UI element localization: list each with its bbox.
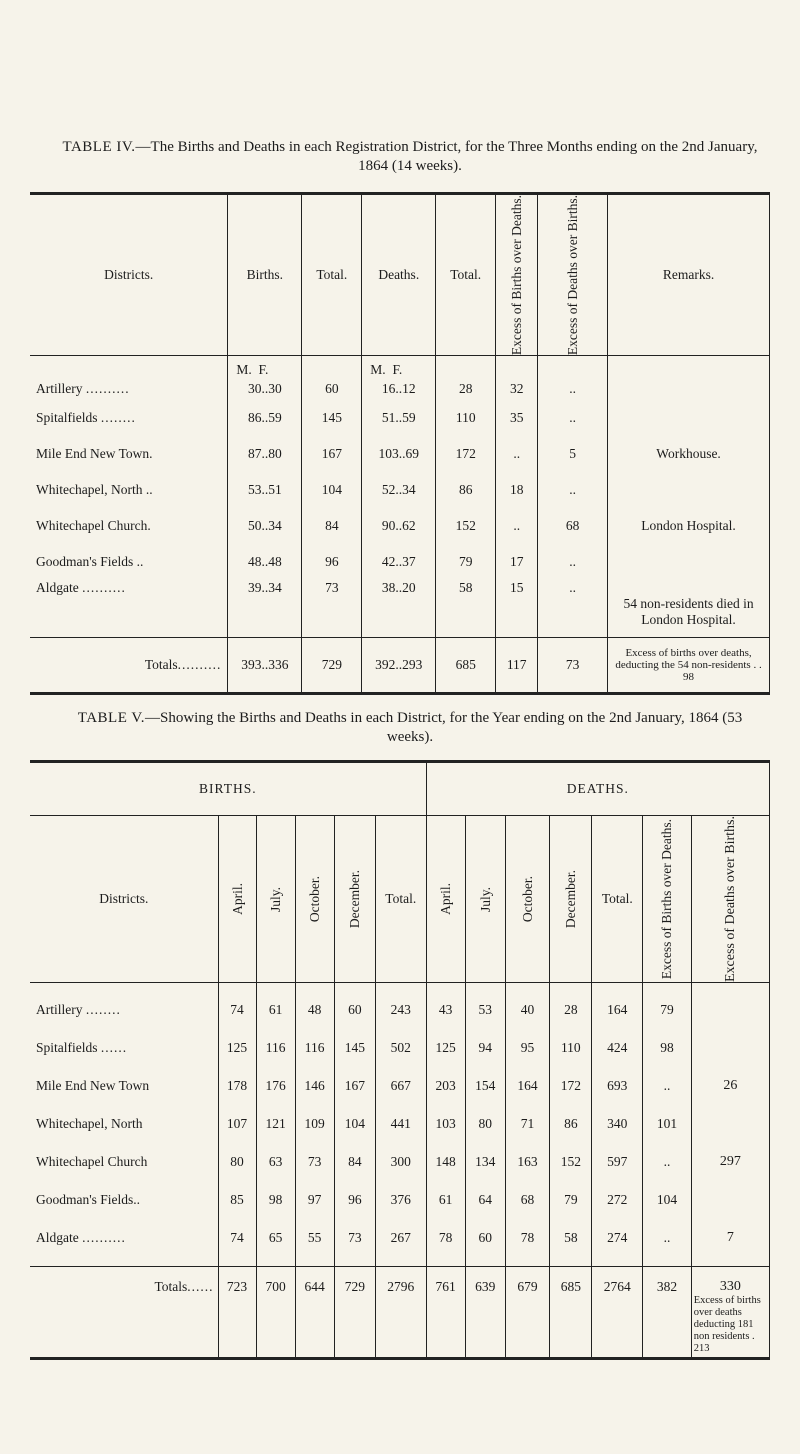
excess-births-cell: .. (496, 508, 538, 544)
deaths-april-cell: 61 (426, 1181, 465, 1219)
deaths-cell: 16..12 (362, 378, 436, 400)
deaths-cell: 38..20 (362, 580, 436, 630)
deaths-october-cell: 71 (505, 1105, 549, 1143)
births-october-cell: 146 (295, 1067, 334, 1105)
excess-deaths-cell: .. (538, 472, 608, 508)
excess-deaths-cell (691, 991, 769, 1029)
excess-births-cell: .. (496, 436, 538, 472)
district-name (30, 544, 228, 580)
district-name (30, 991, 218, 1029)
header-births: Births. (228, 194, 302, 356)
totals-deaths-july: 639 (465, 1267, 505, 1359)
header-districts: Districts. (99, 891, 149, 907)
births-april-cell: 74 (218, 991, 256, 1029)
deaths-july-cell: 154 (465, 1067, 505, 1105)
excess-births-cell: 101 (643, 1105, 692, 1143)
table-row (30, 378, 770, 400)
deaths-cell: 90..62 (362, 508, 436, 544)
table-row (30, 1181, 770, 1219)
deaths-december-cell: 152 (550, 1143, 592, 1181)
header-total-deaths: Total. (436, 194, 496, 356)
remark-cell (608, 378, 770, 400)
excess-deaths-cell: .. (538, 580, 608, 630)
table5-title: —Showing the Births and Deaths in each District, for the Year ending on the 2nd January, 1864 (53 weeks). (145, 710, 743, 745)
excess-deaths-cell: 297 (691, 1143, 769, 1181)
deaths-july-cell: 94 (465, 1029, 505, 1067)
remark-cell: London Hospital. (608, 508, 770, 544)
table-row (30, 436, 770, 472)
excess-births-cell: 17 (496, 544, 538, 580)
excess-deaths-cell (691, 1181, 769, 1219)
births-total-cell: 145 (302, 400, 362, 436)
deaths-december-cell: 110 (550, 1029, 592, 1067)
deaths-cell: 103..69 (362, 436, 436, 472)
totals-label: Totals...... (154, 1279, 214, 1295)
deaths-cell: 42..37 (362, 544, 436, 580)
deaths-total-cell: 274 (592, 1219, 643, 1257)
header-october: October. (520, 875, 535, 923)
deaths-april-cell: 148 (426, 1143, 465, 1181)
header-excess-deaths: Excess of Deaths over Births. (565, 195, 581, 356)
births-sex-labels (228, 356, 302, 378)
deaths-total-cell: 110 (436, 400, 496, 436)
births-cell: 48..48 (228, 544, 302, 580)
leader-dots: .......... (82, 1229, 126, 1245)
deaths-total-cell: 272 (592, 1181, 643, 1219)
totals-births-total: 2796 (375, 1267, 426, 1359)
header-excess-births: Excess of Births over Deaths. (659, 818, 675, 980)
leader-dots: .......... (85, 380, 130, 396)
births-cell: 87..80 (228, 436, 302, 472)
table4-header-row (30, 194, 770, 356)
excess-births-cell: .. (643, 1143, 692, 1181)
deaths-october-cell: 95 (505, 1029, 549, 1067)
remark-cell: 54 non-residents died in London Hospital. (608, 580, 770, 630)
table4-caption (60, 138, 760, 176)
table5 (30, 760, 770, 1360)
deaths-july-cell: 80 (465, 1105, 505, 1143)
label-f: F. (258, 361, 269, 377)
excess-deaths-cell: 7 (691, 1219, 769, 1257)
table-row (30, 1105, 770, 1143)
table4-body (30, 356, 770, 694)
totals-deaths: 392..293 (362, 638, 436, 694)
births-total-cell: 96 (302, 544, 362, 580)
totals-deaths-total: 2764 (592, 1267, 643, 1359)
district-name (30, 472, 228, 508)
births-december-cell: 73 (334, 1219, 375, 1257)
deaths-october-cell: 78 (505, 1219, 549, 1257)
totals-excess-deaths: 73 (538, 638, 608, 694)
deaths-april-cell: 203 (426, 1067, 465, 1105)
excess-births-cell: 98 (643, 1029, 692, 1067)
births-october-cell: 48 (295, 991, 334, 1029)
deaths-cell: 51..59 (362, 400, 436, 436)
births-cell: 53..51 (228, 472, 302, 508)
deaths-december-cell: 58 (550, 1219, 592, 1257)
table4-title: —The Births and Deaths in each Registration District, for the Three Months ending on the 2nd January, 1864 (14 weeks). (135, 139, 758, 174)
remark-cell (608, 472, 770, 508)
births-july-cell: 65 (256, 1219, 295, 1257)
births-july-cell: 176 (256, 1067, 295, 1105)
births-april-cell: 80 (218, 1143, 256, 1181)
table4 (30, 192, 770, 695)
district-name (30, 1219, 218, 1257)
totals-deaths-december: 685 (550, 1267, 592, 1359)
births-total-cell: 267 (375, 1219, 426, 1257)
births-cell: 86..59 (228, 400, 302, 436)
remark-cell (608, 544, 770, 580)
totals-deaths-october: 679 (505, 1267, 549, 1359)
header-july: July. (477, 886, 493, 912)
deaths-total-cell: 597 (592, 1143, 643, 1181)
leader-dots: .......... (82, 579, 126, 595)
totals-excess-deaths: 330 Excess of births over deaths deducting 181 non residents . 213 (691, 1267, 769, 1359)
births-total-cell: 60 (302, 378, 362, 400)
district-label: Whitechapel Church. (36, 517, 151, 533)
excess-deaths-cell (691, 1105, 769, 1143)
header-april: April. (229, 883, 245, 915)
deaths-october-cell: 163 (505, 1143, 549, 1181)
header-october: October. (307, 875, 323, 923)
deaths-total-cell: 164 (592, 991, 643, 1029)
table-row (30, 1067, 770, 1105)
district-label: Whitechapel, North (36, 1115, 143, 1131)
deaths-total-cell: 28 (436, 378, 496, 400)
deaths-total-cell: 79 (436, 544, 496, 580)
header-districts: Districts. (104, 267, 154, 283)
births-total-cell: 300 (375, 1143, 426, 1181)
births-total-cell: 243 (375, 991, 426, 1029)
excess-births-cell: 15 (496, 580, 538, 630)
deaths-october-cell: 68 (505, 1181, 549, 1219)
totals-label: Totals.......... (144, 657, 222, 673)
births-april-cell: 178 (218, 1067, 256, 1105)
excess-deaths-cell (691, 1029, 769, 1067)
excess-deaths-cell: 68 (538, 508, 608, 544)
table5-label: TABLE V. (77, 710, 145, 726)
births-october-cell: 73 (295, 1143, 334, 1181)
excess-births-cell: 35 (496, 400, 538, 436)
header-total: Total. (375, 816, 426, 983)
leader-dots: ........ (85, 1001, 121, 1017)
births-cell: 30..30 (228, 378, 302, 400)
deaths-total-cell: 152 (436, 508, 496, 544)
births-april-cell: 85 (218, 1181, 256, 1219)
excess-births-cell: .. (643, 1219, 692, 1257)
table5-group-row (30, 762, 770, 816)
births-total-cell: 441 (375, 1105, 426, 1143)
remark-cell (608, 400, 770, 436)
district-label: Mile End New Town. (36, 445, 153, 461)
deaths-july-cell: 60 (465, 1219, 505, 1257)
header-remarks: Remarks. (608, 194, 770, 356)
totals-excess-births: 117 (496, 638, 538, 694)
table-row (30, 1029, 770, 1067)
births-october-cell: 116 (295, 1029, 334, 1067)
district-name (30, 1105, 218, 1143)
births-cell: 39..34 (228, 580, 302, 630)
district-name (30, 378, 228, 400)
births-total-cell: 667 (375, 1067, 426, 1105)
births-april-cell: 125 (218, 1029, 256, 1067)
deaths-total-cell: 693 (592, 1067, 643, 1105)
header-births-group: BIRTHS. (199, 781, 257, 796)
district-name (30, 400, 228, 436)
totals-deaths-april: 761 (426, 1267, 465, 1359)
label-m: M. (236, 361, 252, 377)
births-july-cell: 61 (256, 991, 295, 1029)
deaths-total-cell: 424 (592, 1029, 643, 1067)
births-october-cell: 97 (295, 1181, 334, 1219)
district-label: Aldgate (36, 1229, 79, 1245)
leader-dots: ........ (100, 409, 136, 425)
header-deaths: Deaths. (362, 194, 436, 356)
table5-body (30, 983, 770, 1359)
district-label: Whitechapel Church (36, 1153, 148, 1169)
district-name (30, 1143, 218, 1181)
deaths-december-cell: 79 (550, 1181, 592, 1219)
table-row (30, 580, 770, 630)
district-label: Aldgate (36, 579, 79, 595)
births-total-cell: 376 (375, 1181, 426, 1219)
table-row (30, 1143, 770, 1181)
excess-births-cell: 18 (496, 472, 538, 508)
label-m: M. (370, 361, 386, 377)
header-deaths-group: DEATHS. (426, 762, 769, 816)
births-december-cell: 167 (334, 1067, 375, 1105)
excess-deaths-cell: 5 (538, 436, 608, 472)
district-name (30, 508, 228, 544)
district-label: Artillery (36, 1001, 83, 1017)
totals-births-total: 729 (302, 638, 362, 694)
totals-births-october: 644 (295, 1267, 334, 1359)
table-row (30, 991, 770, 1029)
births-april-cell: 107 (218, 1105, 256, 1143)
district-name (30, 1181, 218, 1219)
deaths-sex-labels (362, 356, 436, 378)
deaths-july-cell: 53 (465, 991, 505, 1029)
sex-label-row (30, 356, 770, 378)
excess-deaths-cell: .. (538, 544, 608, 580)
births-december-cell: 96 (334, 1181, 375, 1219)
deaths-total-cell: 86 (436, 472, 496, 508)
deaths-december-cell: 172 (550, 1067, 592, 1105)
deaths-total-cell: 58 (436, 580, 496, 630)
totals-row (30, 1267, 770, 1359)
births-december-cell: 84 (334, 1143, 375, 1181)
table-row (30, 472, 770, 508)
births-december-cell: 104 (334, 1105, 375, 1143)
totals-excess-births: 382 (643, 1267, 692, 1359)
totals-births-july: 700 (256, 1267, 295, 1359)
excess-births-cell: 32 (496, 378, 538, 400)
header-december: December. (563, 869, 579, 929)
remark-cell: Workhouse. (608, 436, 770, 472)
district-label: Artillery (36, 380, 83, 396)
header-total: Total. (302, 194, 362, 356)
deaths-december-cell: 86 (550, 1105, 592, 1143)
table-row (30, 400, 770, 436)
district-label: Goodman's Fields .. (36, 553, 144, 569)
excess-births-cell: 104 (643, 1181, 692, 1219)
births-december-cell: 60 (334, 991, 375, 1029)
deaths-total-cell: 172 (436, 436, 496, 472)
header-december: December. (347, 869, 363, 929)
births-july-cell: 116 (256, 1029, 295, 1067)
header-excess-deaths: Excess of Deaths over Births. (722, 816, 738, 983)
totals-births-april: 723 (218, 1267, 256, 1359)
deaths-october-cell: 40 (505, 991, 549, 1029)
totals-note: Excess of births over deaths deducting 181 non residents . 213 (693, 1295, 761, 1355)
district-label: Spitalfields (36, 1039, 98, 1055)
births-july-cell: 63 (256, 1143, 295, 1181)
deaths-october-cell: 164 (505, 1067, 549, 1105)
deaths-april-cell: 78 (426, 1219, 465, 1257)
header-total: Total. (592, 816, 643, 983)
district-label: Spitalfields (36, 409, 98, 425)
births-total-cell: 167 (302, 436, 362, 472)
totals-births-december: 729 (334, 1267, 375, 1359)
births-cell: 50..34 (228, 508, 302, 544)
table-row (30, 544, 770, 580)
totals-row (30, 638, 770, 694)
header-april: April. (438, 883, 454, 915)
totals-remark: Excess of births over deaths, deducting the 54 non-residents . . 98 (608, 638, 770, 694)
district-label: Whitechapel, North .. (36, 481, 153, 497)
excess-deaths-cell: .. (538, 378, 608, 400)
district-label: Goodman's Fields.. (36, 1191, 141, 1207)
district-label: Mile End New Town (36, 1077, 150, 1093)
excess-deaths-cell: .. (538, 400, 608, 436)
births-total-cell: 84 (302, 508, 362, 544)
deaths-total-cell: 340 (592, 1105, 643, 1143)
excess-births-cell: 79 (643, 991, 692, 1029)
deaths-april-cell: 103 (426, 1105, 465, 1143)
deaths-april-cell: 125 (426, 1029, 465, 1067)
excess-deaths-cell: 26 (691, 1067, 769, 1105)
district-name (30, 580, 228, 630)
births-july-cell: 121 (256, 1105, 295, 1143)
leader-dots: ...... (100, 1039, 128, 1055)
district-name (30, 1029, 218, 1067)
header-excess-births: Excess of Births over Deaths. (509, 195, 525, 356)
excess-births-cell: .. (643, 1067, 692, 1105)
table-row (30, 1219, 770, 1257)
births-april-cell: 74 (218, 1219, 256, 1257)
births-total-cell: 502 (375, 1029, 426, 1067)
district-name (30, 436, 228, 472)
births-december-cell: 145 (334, 1029, 375, 1067)
deaths-july-cell: 134 (465, 1143, 505, 1181)
district-name (30, 1067, 218, 1105)
births-total-cell: 104 (302, 472, 362, 508)
label-f: F. (392, 361, 403, 377)
table4-label: TABLE IV. (62, 139, 136, 155)
deaths-cell: 52..34 (362, 472, 436, 508)
table-row (30, 508, 770, 544)
table5-caption (60, 709, 760, 747)
totals-births: 393..336 (228, 638, 302, 694)
births-october-cell: 55 (295, 1219, 334, 1257)
deaths-december-cell: 28 (550, 991, 592, 1029)
births-july-cell: 98 (256, 1181, 295, 1219)
births-total-cell: 73 (302, 580, 362, 630)
births-october-cell: 109 (295, 1105, 334, 1143)
deaths-april-cell: 43 (426, 991, 465, 1029)
header-july: July. (268, 886, 284, 912)
deaths-july-cell: 64 (465, 1181, 505, 1219)
totals-deaths-total: 685 (436, 638, 496, 694)
table5-header-row (30, 816, 770, 983)
